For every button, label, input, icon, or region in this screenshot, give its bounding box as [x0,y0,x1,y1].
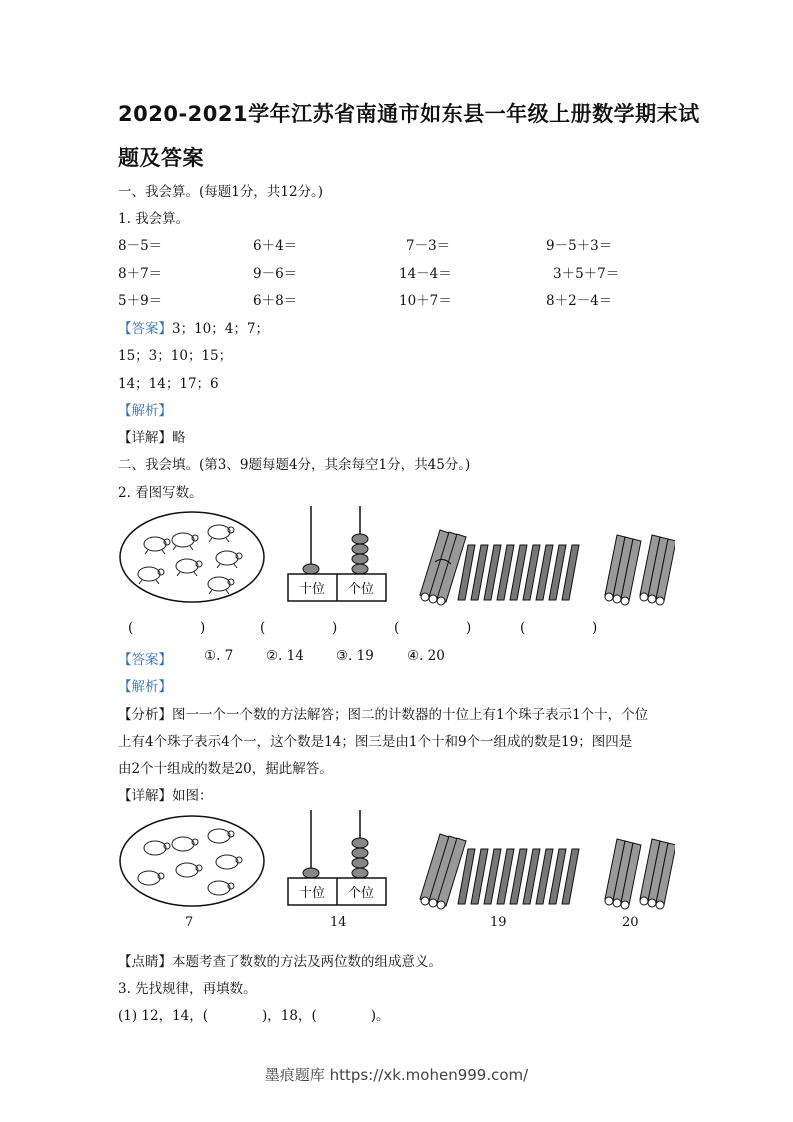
q1-expr: 9－5＋3＝ [546,238,613,254]
dianjing-tag: 【点睛】 [118,954,172,970]
q2-answer-item: ①. 7 [204,648,234,664]
q1-expr: 8＋7＝ [118,266,163,282]
q1-answer-line2: 15；3；10；15； [118,348,233,364]
figure-caption: 20 [622,915,639,930]
q2-answer-figure [115,806,675,914]
q1-answer [118,317,269,337]
blank-close: ) [332,620,338,636]
document-title-line2: 题及答案 [118,146,204,170]
turtle-oval-picture [120,816,264,906]
abacus [288,810,386,905]
q1-detail [118,426,186,446]
sticks-bundle-and-singles [420,834,579,909]
answer-text: 3；10；4；7； [172,321,269,337]
blank-open: ( [128,620,134,636]
blank-open: ( [260,620,266,636]
q1-expr: 8－5＝ [118,238,163,254]
turtle-oval-picture [120,512,264,602]
q1-expr: 7－3＝ [406,238,451,254]
q1-analysis-tag: 【解析】 [118,403,172,419]
abacus-tens-label: 十位 [298,886,326,901]
figure-caption: 19 [490,915,507,930]
q2-detail [118,784,213,804]
q1-expr: 10＋7＝ [399,293,452,309]
q2-answer-item: ②. 14 [266,648,304,664]
q1-expr: 5＋9＝ [118,293,163,309]
q1-expr: 3＋5＋7＝ [553,266,620,282]
q2-fenxi-line1 [118,703,648,723]
fenxi-text: 图一一个一个数的方法解答；图二的计数器的十位上有1个珠子表示1个十，个位 [172,707,649,723]
blank-open: ( [520,620,526,636]
q3-label: 3. 先找规律，再填数。 [118,981,257,997]
dianjing-text: 本题考查了数数的方法及两位数的组成意义。 [172,954,442,970]
figure-caption: 7 [185,915,194,930]
detail-text: 略 [172,430,186,446]
blank-close: ) [466,620,472,636]
blank-open: ( [394,620,400,636]
section2-heading: 二、我会填。(第3、9题每题4分，其余每空1分，共45分。) [118,457,471,473]
two-stick-bundles [605,535,675,605]
q1-expr: 6＋8＝ [253,293,298,309]
q2-analysis-tag: 【解析】 [118,679,172,695]
fenxi-tag: 【分析】 [118,707,172,723]
detail-text: 如图： [172,788,213,804]
figure-caption: 14 [330,915,347,930]
abacus-ones-label: 个位 [347,582,375,597]
footer-watermark: 墨痕题库 https://xk.mohen999.com/ [264,1066,529,1084]
q2-figure [115,500,675,612]
section1-heading: 一、我会算。(每题1分，共12分。) [118,184,324,200]
q2-answer-tag: 【答案】 [118,652,172,668]
two-stick-bundles [605,839,675,909]
sticks-bundle-and-singles [420,530,579,605]
q2-fenxi-line3: 由2个十组成的数是20，据此解答。 [118,761,333,777]
q2-answer-item: ④. 20 [407,648,445,664]
q1-expr: 6＋4＝ [253,238,298,254]
q1-label: 1. 我会算。 [118,211,190,227]
q1-expr: 14－4＝ [399,266,452,282]
q2-dianjing [118,950,442,970]
q1-expr: 9－6＝ [253,266,298,282]
q2-answer-item: ③. 19 [336,648,374,664]
abacus-ones-label: 个位 [347,886,375,901]
answer-tag: 【答案】 [118,321,172,337]
q1-answer-line3: 14；14；17；6 [118,376,219,392]
q2-fenxi-line2: 上有4个珠子表示4个一，这个数是14；图三是由1个十和9个一组成的数是19；图四是 [118,734,633,750]
detail-tag: 【详解】 [118,788,172,804]
q2-label: 2. 看图写数。 [118,485,203,501]
abacus-tens-label: 十位 [298,582,326,597]
q1-expr: 8＋2－4＝ [546,293,613,309]
document-title-line1: 2020-2021学年江苏省南通市如东县一年级上册数学期末试 [118,102,700,126]
blank-close: ) [592,620,598,636]
blank-close: ) [200,620,206,636]
detail-tag: 【详解】 [118,430,172,446]
q3-part1: (1) 12，14，( )，18，( )。 [118,1008,390,1024]
abacus [288,506,386,601]
